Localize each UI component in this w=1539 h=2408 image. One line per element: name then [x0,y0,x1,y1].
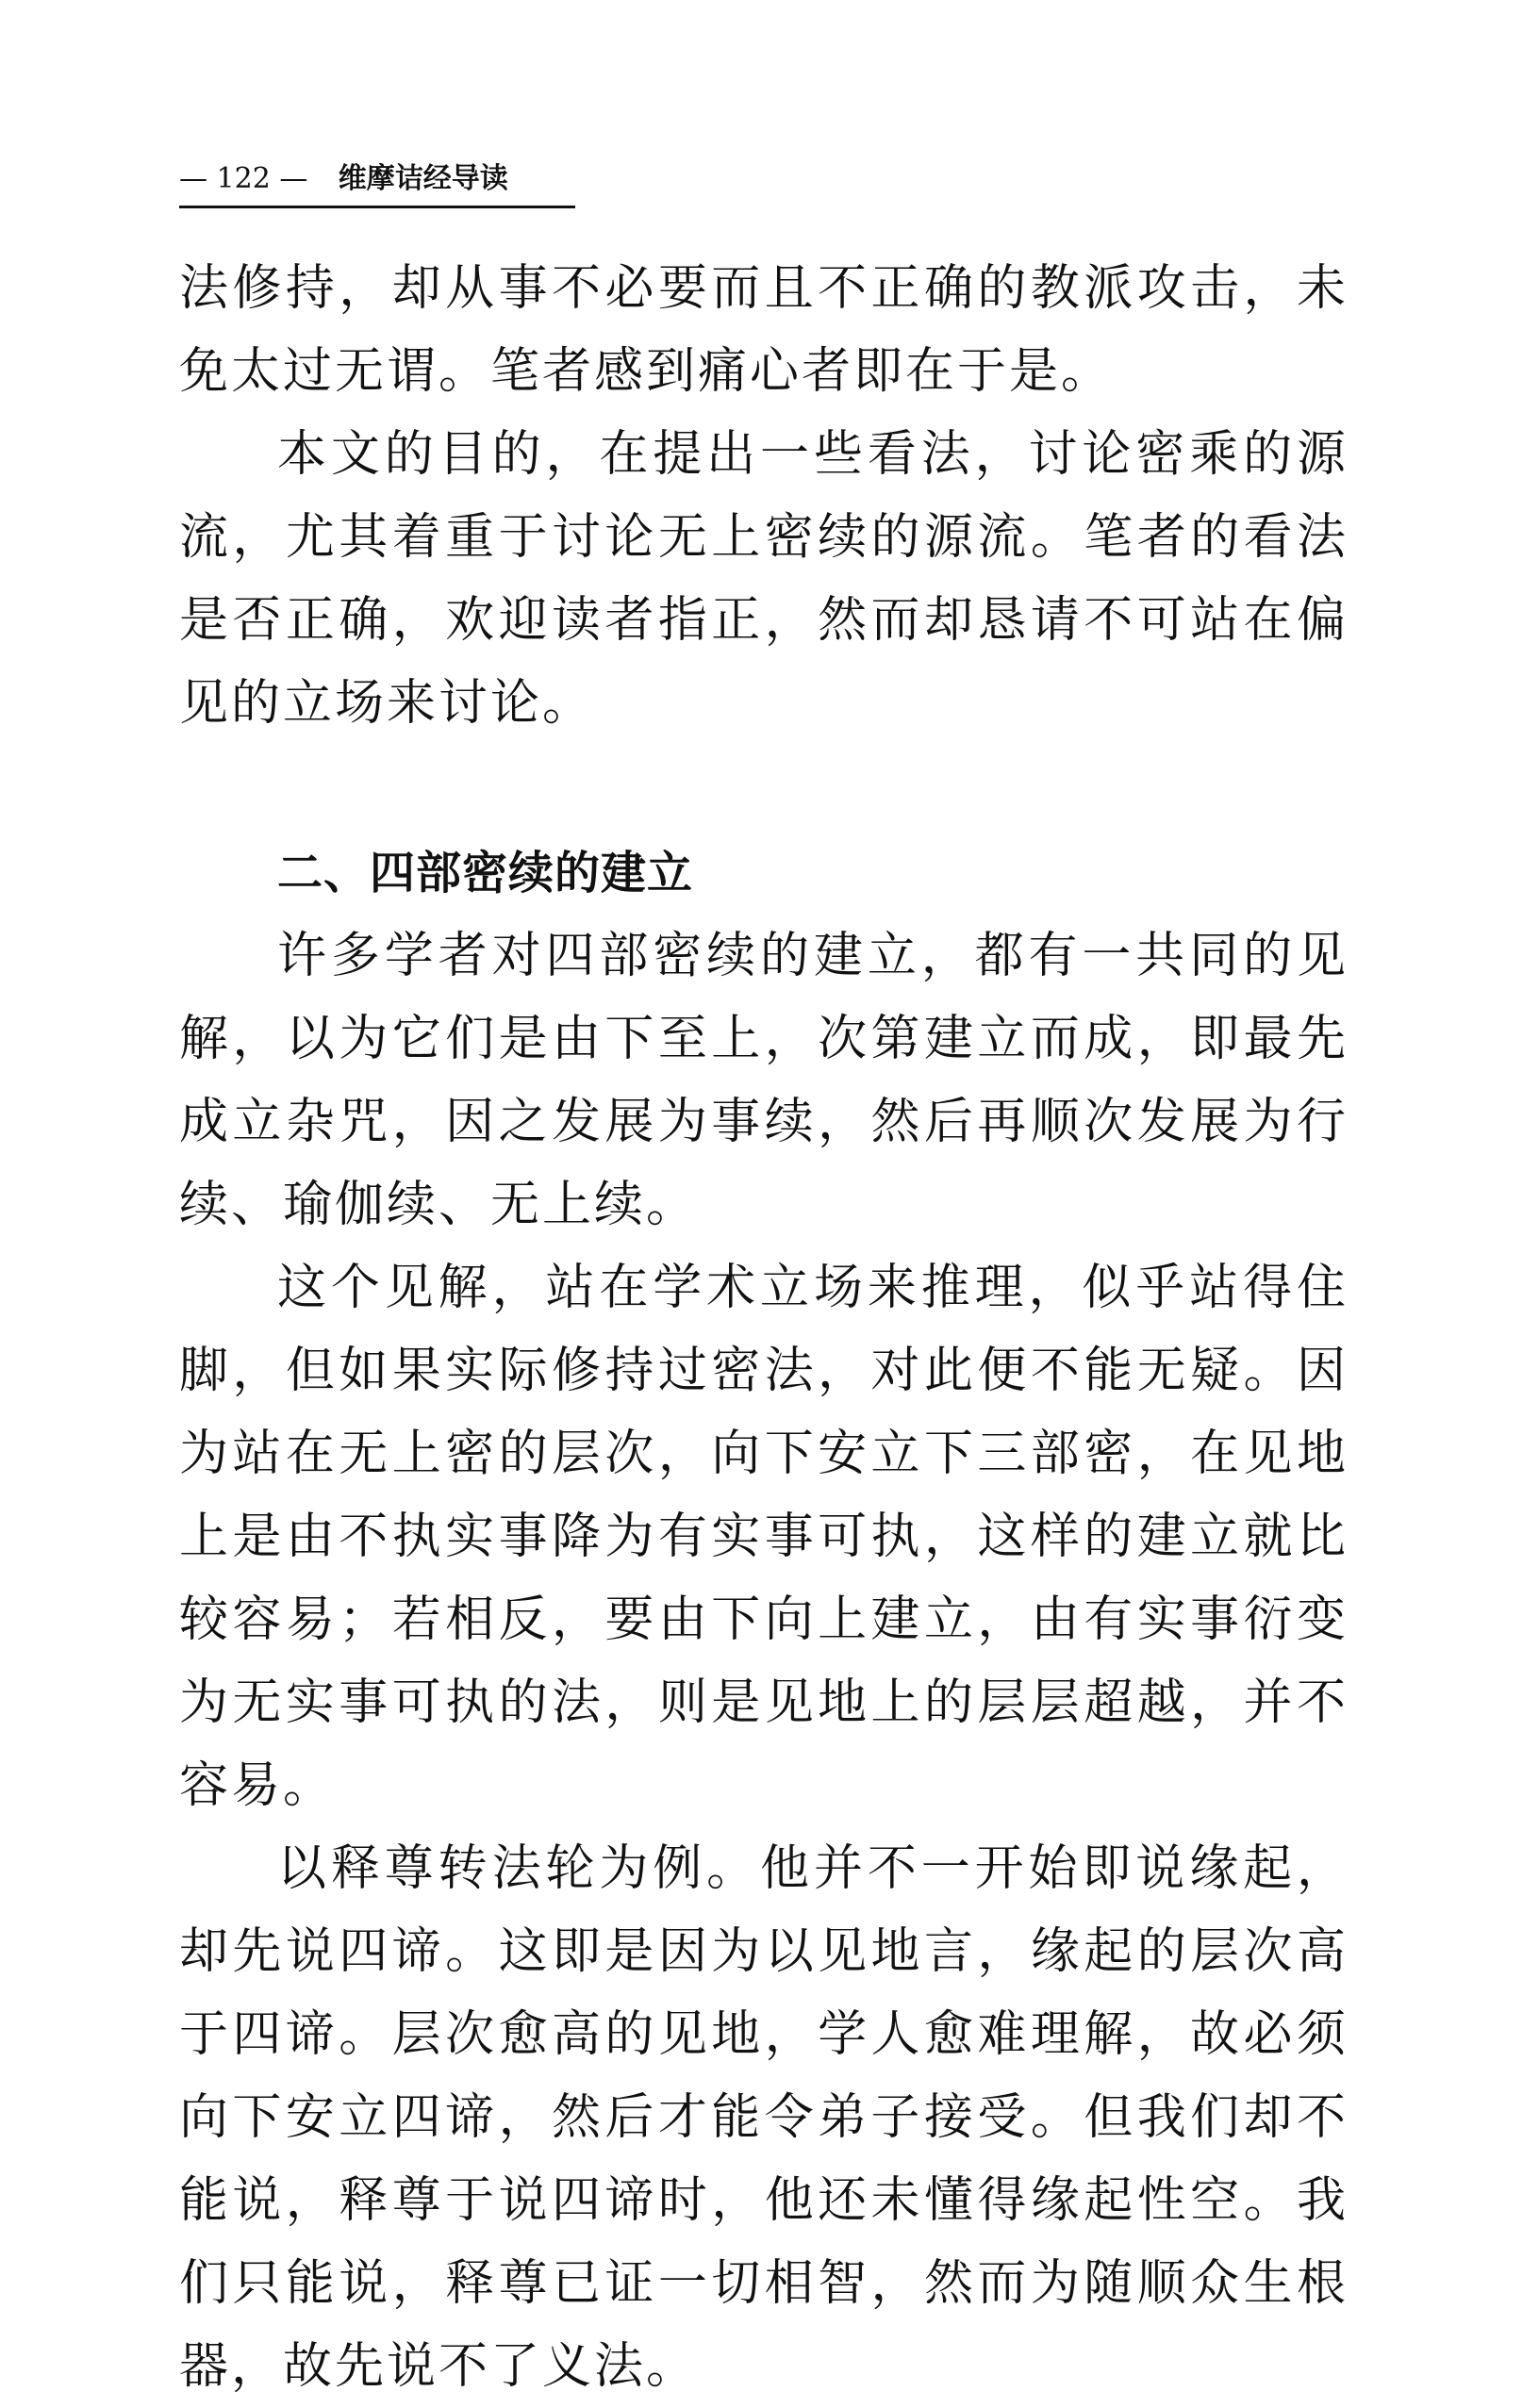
section-heading: 二、四部密续的建立 [277,847,694,899]
section-paragraph-2: 这个见解，站在学术立场来推理，似乎站得住脚，但如果实际修持过密法，对此便不能无疑。因为站在无上密的层次，向下安立下三部密，在见地上是由不执实事降为有实事可执，这样的建立就比较容易；若相反，要由下向上建立，由有实事衍变为无实事可执的法，则是见地上的层层超越，并不容易。 [179,1260,1349,1814]
paragraph-continued: 法修持，却从事不必要而且不正确的教派攻击，未免太过无谓。笔者感到痛心者即在于是。 [179,260,1349,400]
body-text [179,247,1349,2408]
paragraph-purpose: 本文的目的，在提出一些看法，讨论密乘的源流，尤其着重于讨论无上密续的源流。笔者的看法是否正确，欢迎读者指正，然而却恳请不可站在偏见的立场来讨论。 [179,426,1349,732]
section-paragraph-3: 以释尊转法轮为例。他并不一开始即说缘起，却先说四谛。这即是因为以见地言，缘起的层次高于四谛。层次愈高的见地，学人愈难理解，故必须向下安立四谛，然后才能令弟子接受。但我们却不能说，释尊于说四谛时，他还未懂得缘起性空。我们只能说，释尊已证一切相智，然而为随顺众生根器，故先说不了义法。 [179,1840,1349,2395]
section-paragraph-1: 许多学者对四部密续的建立，都有一共同的见解，以为它们是由下至上，次第建立而成，即最先成立杂咒，因之发展为事续，然后再顺次发展为行续、瑜伽续、无上续。 [179,928,1349,1233]
running-header [179,158,575,208]
page-number: — 122 — [179,162,308,195]
book-title: 维摩诘经导读 [338,162,508,195]
